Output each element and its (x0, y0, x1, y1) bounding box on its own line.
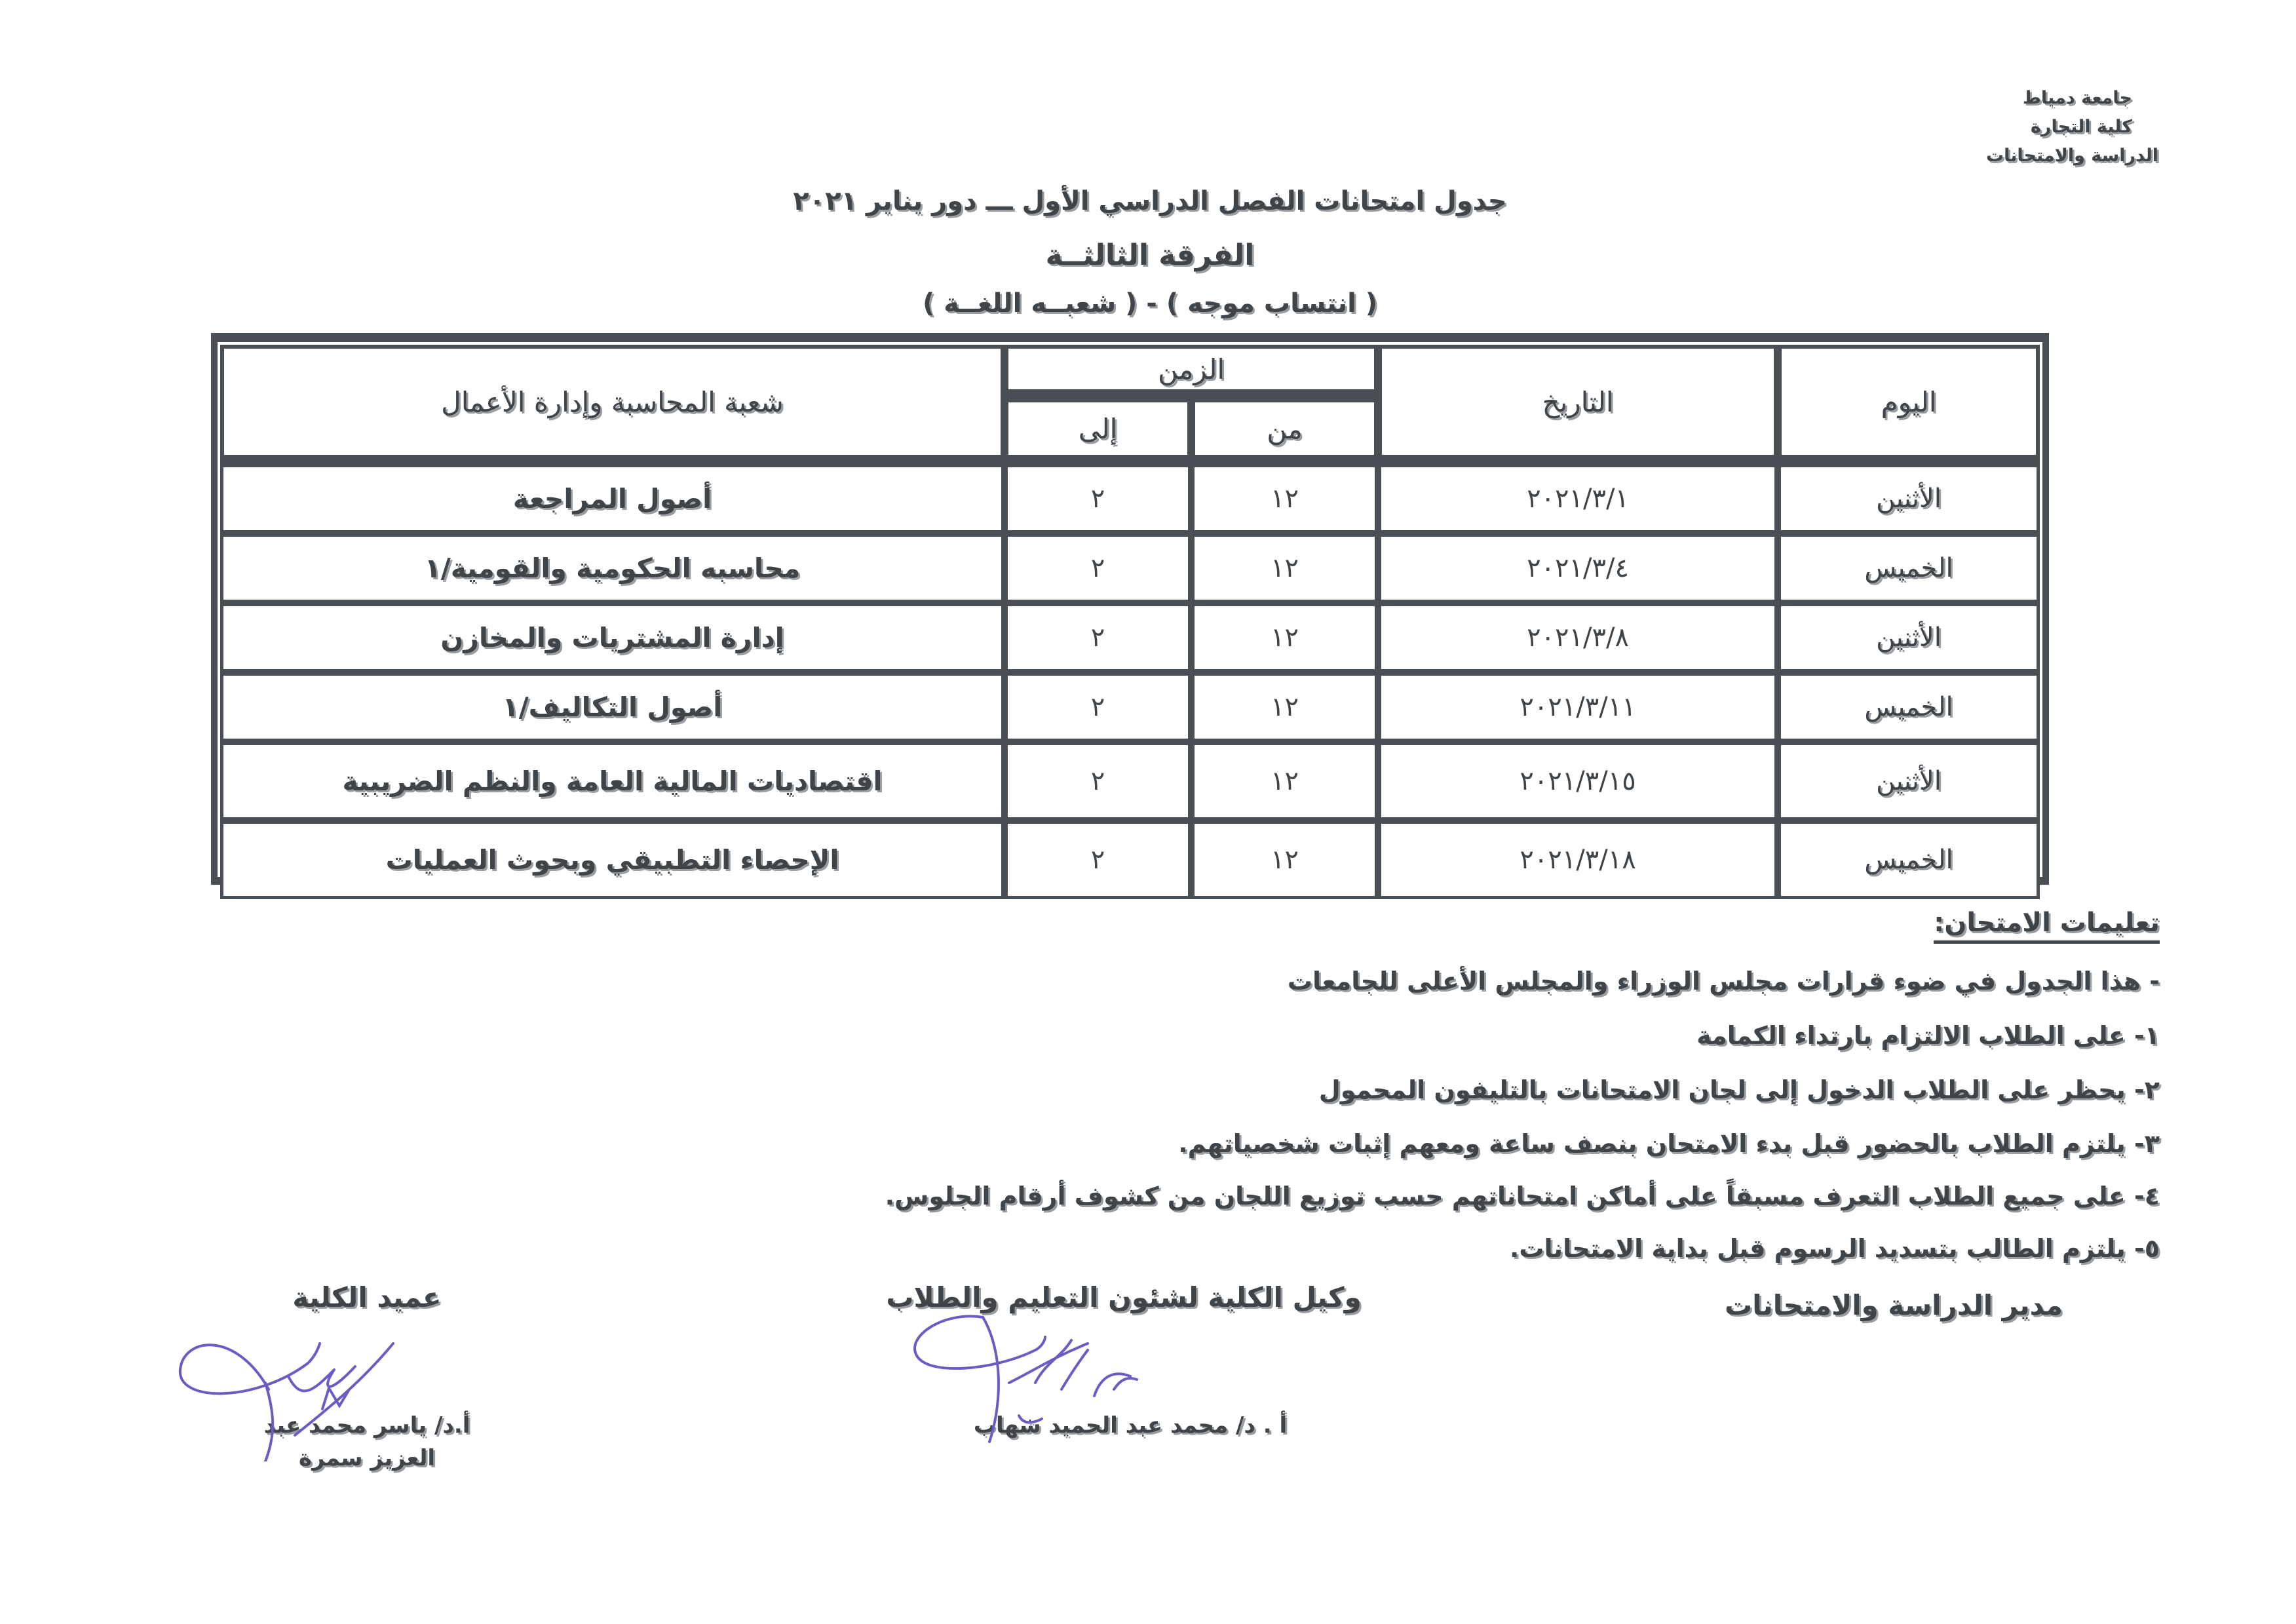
cell-from: ١٢ (1191, 603, 1378, 672)
table-row (220, 603, 2040, 672)
vice-dean-role: وكيل الكلية لشئون التعليم والطلاب (886, 1281, 1362, 1313)
table-row (220, 672, 2040, 742)
cell-to: ٢ (1004, 821, 1191, 899)
dean-role: عميد الكلية (292, 1281, 442, 1313)
cell-from: ١٢ (1191, 464, 1378, 533)
header-subject: شعبة المحاسبة وإدارة الأعمال (220, 345, 1004, 464)
cell-day: الأثنين (1778, 603, 2040, 672)
cell-date: ٢٠٢١/٣/١٨ (1378, 821, 1778, 899)
main-title: جدول امتحانات الفصل الدراسي الأول ـــ دور يناير ٢٠٢١ (793, 186, 1507, 216)
cell-day: الأثنين (1778, 464, 2040, 533)
signature-director (1717, 1286, 2071, 1325)
cell-day: الأثنين (1778, 742, 2040, 821)
cell-day: الخميس (1778, 672, 2040, 742)
instruction-item: ٤- على جميع الطلاب التعرف مسبقاً على أماكن امتحاناتهم حسب توزيع اللجان من كشوف أرقام الجلوس. (885, 1182, 2160, 1210)
table-row (220, 464, 2040, 533)
cell-from: ١٢ (1191, 672, 1378, 742)
instruction-item: ١- على الطلاب الالتزام بارتداء الكمامة (1696, 1021, 2160, 1050)
faculty-name: كلية التجارة (2030, 117, 2132, 137)
cell-to: ٢ (1004, 742, 1191, 821)
director-role: مدير الدراسة والامتحانات (1725, 1289, 2063, 1321)
header-day: اليوم (1778, 345, 2040, 464)
cell-day: الخميس (1778, 821, 2040, 899)
instruction-item: ٥- يلتزم الطالب بتسديد الرسوم قبل بداية الامتحانات. (1509, 1234, 2160, 1263)
cell-from: ١٢ (1191, 533, 1378, 603)
table-row (220, 533, 2040, 603)
cell-from: ١٢ (1191, 742, 1378, 821)
level-title: الفرقة الثالثــة (1045, 239, 1255, 272)
cell-subject: أصول التكاليف/١ (220, 672, 1004, 742)
cell-day: الخميس (1778, 533, 2040, 603)
signature-dean (229, 1278, 505, 1471)
cell-subject: محاسبه الحكومية والقومية/١ (220, 533, 1004, 603)
cell-date: ٢٠٢١/٣/١٥ (1378, 742, 1778, 821)
cell-date: ٢٠٢١/٣/٨ (1378, 603, 1778, 672)
cell-subject: أصول المراجعة (220, 464, 1004, 533)
university-name: جامعة دمياط (2022, 88, 2132, 108)
header-date: التاريخ (1378, 345, 1778, 464)
track-title: ( انتساب موجه ) - ( شعبــه اللغــة ) (922, 288, 1378, 319)
cell-date: ٢٠٢١/٣/١١ (1378, 672, 1778, 742)
cell-date: ٢٠٢١/٣/١ (1378, 464, 1778, 533)
document-titles (773, 182, 1527, 324)
header-from: من (1191, 398, 1378, 464)
dean-name: أ.د/ ياسر محمد عبد العزيز سمرة (263, 1412, 470, 1471)
cell-subject: اقتصاديات المالية العامة والنظم الضريبية (220, 742, 1004, 821)
schedule-table-frame (211, 333, 2049, 885)
institution-header (1883, 84, 2158, 170)
cell-to: ٢ (1004, 672, 1191, 742)
exam-schedule-table (220, 345, 2040, 899)
cell-to: ٢ (1004, 603, 1191, 672)
instruction-item: ٣- يلتزم الطلاب بالحضور قبل بدء الامتحان بنصف ساعة ومعهم إثبات شخصياتهم. (1178, 1129, 2160, 1158)
vice-dean-name: أ . د/ محمد عبد الحميد شهاب (973, 1412, 1288, 1439)
cell-to: ٢ (1004, 464, 1191, 533)
table-row (220, 821, 2040, 899)
cell-to: ٢ (1004, 533, 1191, 603)
signature-vice-dean (875, 1278, 1373, 1439)
header-time: الزمن (1004, 345, 1378, 398)
cell-date: ٢٠٢١/٣/٤ (1378, 533, 1778, 603)
cell-subject: إدارة المشتريات والمخازن (220, 603, 1004, 672)
instruction-item: - هذا الجدول في ضوء قرارات مجلس الوزراء والمجلس الأعلى للجامعات (1287, 967, 2160, 996)
instruction-item: ٢- يحظر على الطلاب الدخول إلى لجان الامتحانات بالتليفون المحمول (1318, 1075, 2160, 1104)
table-row (220, 742, 2040, 821)
instructions-title: تعليمات الامتحان: (1934, 908, 2160, 944)
exam-instructions (718, 908, 2160, 1275)
cell-subject: الإحصاء التطبيقي وبحوث العمليات (220, 821, 1004, 899)
department-name: الدراسة والامتحانات (1986, 145, 2158, 166)
cell-from: ١٢ (1191, 821, 1378, 899)
header-to: إلى (1004, 398, 1191, 464)
